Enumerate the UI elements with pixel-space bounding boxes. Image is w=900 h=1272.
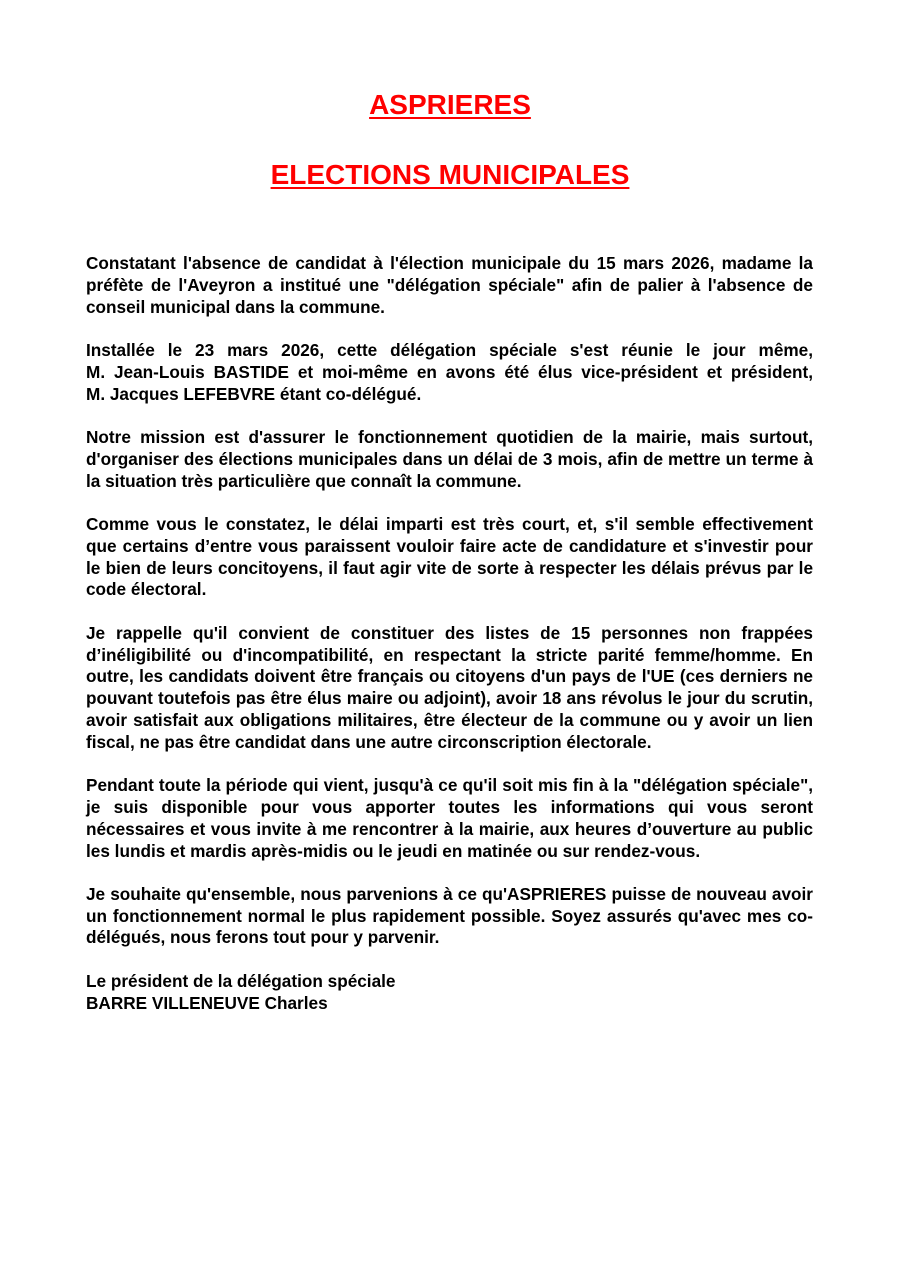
paragraph-delai: Comme vous le constatez, le délai imparti est très court, et, s'il semble effectivement que certains d’entre vous paraissent vouloir faire acte de candidature et s'investir pour le bien de leurs concitoyens, il faut agir vite de sorte à respecter les délais prévus par le code électoral. [86, 513, 813, 600]
signature-role: Le président de la délégation spéciale [86, 970, 396, 991]
commune-title: ASPRIERES [369, 89, 531, 120]
paragraph-installation [86, 340, 813, 405]
paragraph-absence-candidat: Constatant l'absence de candidat à l'élection municipale du 15 mars 2026, madame la préfète de l'Aveyron a institué une "délégation spéciale" afin de palier à l'absence de conseil municipal dans la commune. [86, 253, 813, 317]
paragraph-mission: Notre mission est d'assurer le fonctionnement quotidien de la mairie, mais surtout, d'organiser des élections municipales dans un délai de 3 mois, afin de mettre un terme à la situation très particulière que connaît la commune. [86, 426, 813, 491]
signature-block [86, 971, 813, 1015]
installation-line-2: M. Jean-Louis BASTIDE et moi-même en avons été élus vice-président et président, [86, 361, 813, 382]
installation-line-1: Installée le 23 mars 2026, cette délégation spéciale s'est réunie le jour même, [86, 339, 813, 360]
letter-body [86, 253, 813, 1036]
installation-line-3: M. Jacques LEFEBVRE étant co-délégué. [86, 383, 422, 404]
paragraph-disponibilite: Pendant toute la période qui vient, jusqu'à ce qu'il soit mis fin à la "délégation spéciale", je suis disponible pour vous apporter toutes les informations qui vous seront nécessaires et vous invite à me rencontrer à la mairie, aux heures d’ouverture au public les lundis et mardis après-midis ou le jeudi en matinée ou sur rendez-vous. [86, 775, 813, 861]
elections-title: ELECTIONS MUNICIPALES [270, 159, 630, 190]
paragraph-conditions-listes: Je rappelle qu'il convient de constituer des listes de 15 personnes non frappées d’inéligibilité ou d'incompatibilité, en respectant la stricte parité femme/homme. En outre, les candidats doivent être français ou citoyens d'un pays de l'UE (ces derniers ne pouvant toutefois pas être élus maire ou adjoint), avoir 18 ans révolus le jour du scrutin, avoir satisfait aux obligations militaires, être électeur de la commune ou y avoir un lien fiscal, ne pas être candidat dans une autre circonscription électorale. [86, 622, 813, 752]
signature-name: BARRE VILLENEUVE Charles [86, 992, 328, 1013]
paragraph-souhait: Je souhaite qu'ensemble, nous parvenions à ce qu'ASPRIERES puisse de nouveau avoir un fonctionnement normal le plus rapidement possible. Soyez assurés qu'avec mes co-délégués, nous ferons tout pour y parvenir. [86, 883, 813, 948]
